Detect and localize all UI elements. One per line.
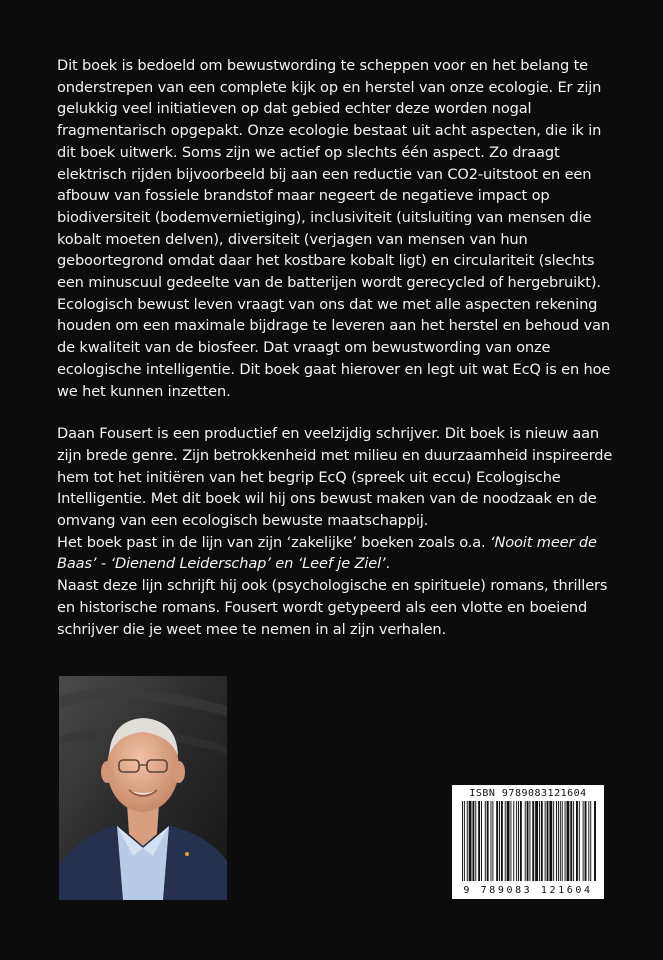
barcode-bar	[539, 801, 540, 881]
barcode-bar	[588, 801, 589, 881]
barcode-bar	[547, 801, 549, 881]
barcode-bar	[583, 801, 584, 881]
barcode-bar	[553, 801, 554, 881]
blurb-paragraph-genres: Naast deze lijn schrijft hij ook (psychologische en spirituele) romans, thrillers en historische romans. Fousert wordt getypeerd als een vlotte en boeiend schrijver die je weet mee te nemen in al zijn verhalen.	[57, 577, 608, 638]
blurb-paragraph-author: Daan Fousert is een productief en veelzijdig schrijver. Dit boek is nieuw aan zijn brede genre. Zijn betrokkenheid met milieu en duurzaamheid inspireerde hem tot het initiëren van het begrip EcQ (spreek uit eccu) Ecologische Intelligentie. Met dit boek wil hij ons bewust maken van de noodzaak en de omvang van een ecologisch bewuste maatschappij.	[57, 425, 613, 530]
isbn-barcode	[452, 785, 604, 899]
barcode-bar	[590, 801, 591, 881]
barcode-bar	[469, 801, 472, 881]
barcode-bar	[487, 801, 489, 881]
barcode-bar	[525, 801, 526, 881]
blurb-paragraph-other-books	[57, 532, 617, 575]
barcode-bar	[505, 801, 506, 881]
barcode-bar	[462, 801, 463, 881]
barcode-bar	[527, 801, 529, 881]
barcode-bar	[565, 801, 566, 881]
barcode-bar	[464, 801, 465, 881]
barcode-bar	[510, 801, 511, 881]
barcode-bar	[496, 801, 498, 881]
barcode-bar	[556, 801, 557, 881]
barcode-bar	[485, 801, 486, 881]
barcode-bar	[549, 801, 552, 881]
barcode-bar	[576, 801, 578, 881]
barcode-bar	[475, 801, 476, 881]
barcode-bar	[567, 801, 570, 881]
book-title-dienend-leiderschap: ‘Dienend Leiderschap’	[110, 555, 271, 573]
barcode-bar	[499, 801, 500, 881]
barcode-bar	[573, 801, 574, 881]
author-portrait-illustration	[59, 676, 227, 900]
barcode-bar	[518, 801, 519, 881]
book-title-nooit-meer-de-baas: ‘Nooit meer de Baas’	[57, 533, 597, 573]
barcode-bar	[478, 801, 480, 881]
barcode-bar	[541, 801, 543, 881]
blurb-paragraph-intro: Dit boek is bedoeld om bewustwording te scheppen voor en het belang te onderstrepen van een complete kijk op en herstel van onze ecologie. Er zijn gelukkig veel initiatieven op dat gebied echter deze worden nogal fragmentarisch opgepakt. Onze ecologie bestaat uit acht aspecten, die ik in dit boek uitwerk. Soms zijn we actief op slechts één aspect. Zo draagt elektrisch rijden bijvoorbeeld bij aan een reductie van CO2-uitstoot en een afbouw van fossiele brandstof maar negeert de negatieve impact op biodiversiteit (bodemvernietiging), inclusiviteit (uitsluiting van mensen die kobalt moeten delven), diversiteit (verjagen van mensen van hun geboortegrond omdat daar het kostbare kobalt ligt) en circulariteit (slechts een minuscuul gedeelte van de batterijen wordt gerecycled of hergebruikt).	[57, 57, 602, 292]
barcode-bar	[516, 801, 517, 881]
barcode-bar	[501, 801, 503, 881]
other-books-suffix: .	[385, 555, 390, 573]
barcode-bar	[545, 801, 546, 881]
blurb-paragraph-ecology: Ecologisch bewust leven vraagt van ons dat we met alle aspecten rekening houden om een maximale bijdrage te leveren aan het herstel en behoud van de kwaliteit van de biosfeer. Dat vraagt om bewustwording van onze ecologische intelligentie. Dit boek gaat hierover en legt uit wat EcQ is en hoe we het kunnen inzetten.	[57, 295, 611, 400]
author-photo	[59, 676, 227, 900]
barcode-bar	[513, 801, 514, 881]
barcode-bar	[579, 801, 580, 881]
barcode-bar	[467, 801, 468, 881]
barcode-bar	[570, 801, 572, 881]
barcode-bar	[492, 801, 493, 881]
barcode-bar	[532, 801, 534, 881]
barcode-bar	[535, 801, 538, 881]
isbn-digits: 9 789083 121604	[463, 885, 593, 896]
barcode-bar	[558, 801, 559, 881]
barcode-bar	[481, 801, 482, 881]
barcode-bar	[594, 801, 596, 881]
barcode-bar	[560, 801, 561, 881]
title-separator-and: en	[270, 555, 298, 573]
title-separator: -	[96, 555, 111, 573]
barcode-bar	[562, 801, 563, 881]
book-title-leef-je-ziel: ‘Leef je Ziel’	[297, 555, 386, 573]
other-books-prefix: Het boek past in de lijn van zijn ‘zakelijke’ boeken zoals o.a.	[57, 533, 490, 551]
barcode-bar	[491, 801, 492, 881]
barcode-bar	[472, 801, 474, 881]
barcode-bar	[507, 801, 510, 881]
paragraph-spacer	[57, 402, 617, 423]
barcode-bar	[520, 801, 522, 881]
isbn-label: ISBN 9789083121604	[469, 788, 587, 799]
back-cover-blurb	[57, 55, 617, 640]
barcode-bars	[462, 801, 596, 881]
barcode-bar	[529, 801, 530, 881]
barcode-bar	[585, 801, 587, 881]
